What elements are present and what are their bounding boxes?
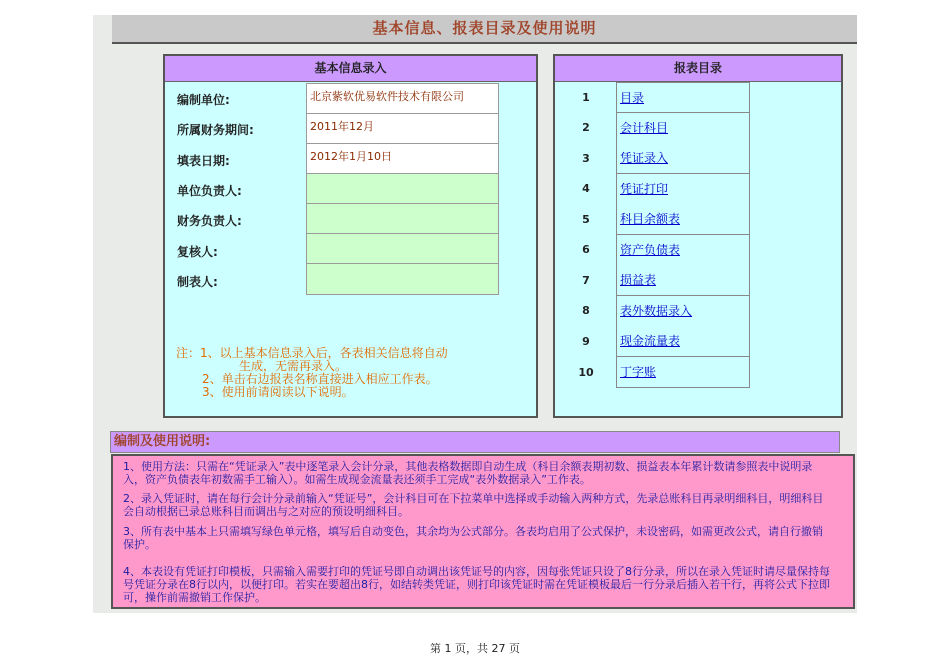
label-fill-date: 填表日期: bbox=[177, 154, 230, 168]
basic-info-header: 基本信息录入 bbox=[165, 56, 536, 82]
catalog-link-voucher-print[interactable]: 凭证打印 bbox=[616, 174, 750, 205]
label-reviewer: 复核人: bbox=[177, 245, 218, 259]
label-unit: 编制单位: bbox=[177, 93, 230, 107]
catalog-num: 7 bbox=[582, 274, 590, 287]
note-1a: 注：1、以上基本信息录入后，各表相关信息将自动 bbox=[176, 346, 448, 360]
instruction-3: 3、所有表中基本上只需填写绿色单元格，填写后自动变色，其余均为公式部分。各表均启用了公式保护，未设密码，如需更改公式，请自行撤销保护。 bbox=[123, 525, 823, 551]
catalog-num: 3 bbox=[582, 152, 590, 165]
note-2: 2、单击右边报表名称直接进入相应工作表。 bbox=[202, 372, 438, 386]
catalog-num: 10 bbox=[578, 366, 594, 379]
catalog-num: 8 bbox=[582, 304, 590, 317]
field-period[interactable]: 2011年12月 bbox=[306, 113, 499, 144]
page-title: 基本信息、报表目录及使用说明 bbox=[112, 15, 857, 44]
catalog-link-offsheet[interactable]: 表外数据录入 bbox=[616, 296, 750, 327]
field-preparer[interactable] bbox=[306, 263, 499, 295]
instructions-title: 编制及使用说明: bbox=[110, 431, 840, 453]
label-period: 所属财务期间: bbox=[177, 123, 254, 137]
catalog-num: 9 bbox=[582, 335, 590, 348]
catalog-link-directory[interactable]: 目录 bbox=[616, 82, 750, 113]
catalog-link-balance-sheet[interactable]: 科目余额表 bbox=[616, 204, 750, 235]
field-unit-head[interactable] bbox=[306, 173, 499, 204]
catalog-link-assets-liabilities[interactable]: 资产负债表 bbox=[616, 235, 750, 266]
instruction-4: 4、本表设有凭证打印模板，只需输入需要打印的凭证号即自动调出该凭证号的内容，因每张凭证只设了8行分录，所以在录入凭证时请尽量保持每号凭证分录在8行以内，以便打印。若实在要超出8行，如结转类凭证，则打印该凭证时需在凭证模板最后一行分录后插入若干行，再将公式下拉即可，操作前需撤销工作保护。 bbox=[123, 565, 830, 604]
instruction-1: 1、使用方法：只需在“凭证录入”表中逐笔录入会计分录，其他表格数据即自动生成（科目余额表期初数、损益表本年累计数请参照表中说明录入，资产负债表年初数需手工输入）。如需生成现金流量表还须手工完成“表外数据录入”工作表。 bbox=[123, 460, 813, 486]
instructions-box bbox=[111, 454, 855, 609]
field-unit[interactable]: 北京紫软优易软件技术有限公司 bbox=[306, 83, 499, 114]
label-finance-head: 财务负责人: bbox=[177, 214, 242, 228]
catalog-header: 报表目录 bbox=[555, 56, 841, 82]
note-1b: 生成，无需再录入。 bbox=[239, 359, 348, 373]
note-3: 3、使用前请阅读以下说明。 bbox=[202, 385, 354, 399]
catalog-num: 2 bbox=[582, 121, 590, 134]
catalog-link-income[interactable]: 损益表 bbox=[616, 265, 750, 296]
catalog-link-voucher-entry[interactable]: 凭证录入 bbox=[616, 143, 750, 174]
label-unit-head: 单位负责人: bbox=[177, 184, 242, 198]
instruction-2: 2、录入凭证时，请在每行会计分录前输入“凭证号”，会计科目可在下拉菜单中选择或手动输入两种方式，先录总账科目再录明细科目，明细科目会自动根据已录总账科目而调出与之对应的预设明细科目。 bbox=[123, 492, 824, 518]
field-finance-head[interactable] bbox=[306, 203, 499, 234]
field-fill-date[interactable]: 2012年1月10日 bbox=[306, 143, 499, 174]
catalog-num: 4 bbox=[582, 182, 590, 195]
catalog-num: 5 bbox=[582, 213, 590, 226]
page-footer: 第 1 页，共 27 页 bbox=[430, 642, 520, 655]
catalog-link-cashflow[interactable]: 现金流量表 bbox=[616, 326, 750, 357]
catalog-link-t-account[interactable]: 丁字账 bbox=[616, 357, 750, 388]
catalog-num: 6 bbox=[582, 243, 590, 256]
field-reviewer[interactable] bbox=[306, 233, 499, 264]
catalog-num: 1 bbox=[582, 91, 590, 104]
catalog-link-accounts[interactable]: 会计科目 bbox=[616, 113, 750, 144]
label-preparer: 制表人: bbox=[177, 275, 218, 289]
